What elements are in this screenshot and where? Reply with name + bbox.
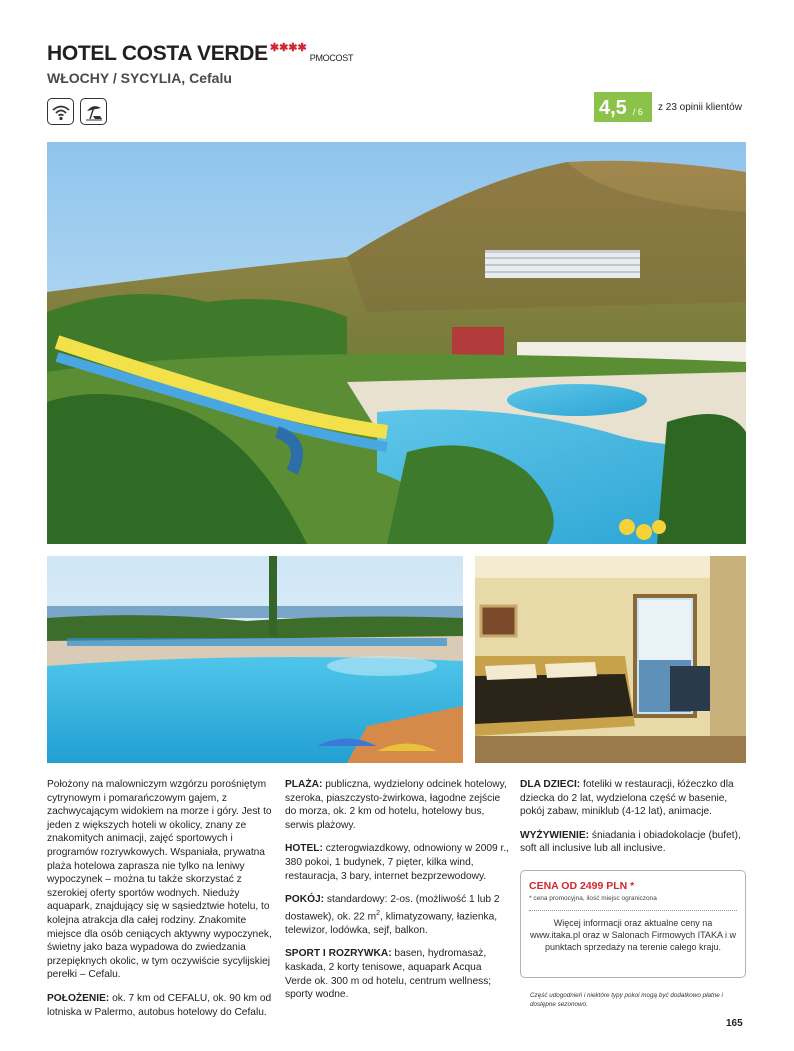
hotel-paragraph [285, 842, 510, 883]
location-text: ok. 7 km od CEFALU, ok. 90 km od lotniska w Palermo, autobus hotelowy do Cefalu. [47, 992, 272, 1018]
kids-paragraph [520, 778, 746, 819]
rating-badge [594, 92, 652, 122]
main-photo-resort [47, 142, 746, 544]
hotel-intro: Położony na malowniczym wzgórzu porośniętym cytrynowym i pomarańczowym gajem, z zachwycającym widokiem na morze i góry. Jest to jeden z większych hoteli w okolicy, znany ze znakomitych animacji, zajęć sportowych i programów rozrywkowych. Wspaniała, prywatna plaża hotelowa zaprasza nie tylko na leniwy wypoczynek – można tu także skorzystać z szerokiej oferty sportów wodnych. Nieduży aquapark, znajdujący się w sąsiedztwie hotelu, to kolejna atrakcja dla całej rodziny. Znakomite miejsce dla osób ceniących aktywny wypoczynek, świetny jako baza wypadowa do zwiedzania przepięknych okolic, w tym oczywiście sycylijskiej perełki – Cefalu. [47, 779, 272, 981]
beach-umbrella-icon [80, 98, 107, 125]
location-region: WŁOCHY / SYCYLIA, [47, 70, 186, 86]
description-column-3 [520, 778, 746, 866]
hotel-location [47, 70, 232, 86]
rooms-label: POKÓJ: [285, 894, 325, 906]
rooms-text-1: standardowy: 2-os. (możliwość 1 lub 2 dostawek), ok. 22 m [285, 894, 500, 923]
kids-label: DLA DZIECI: [520, 779, 581, 790]
rating-score: 4,5 [599, 97, 627, 119]
location-city: Cefalu [185, 70, 232, 86]
beach-text: publiczna, wydzielony odcinek hotelowy, szeroka, piaszczysto-żwirkowa, łagodne zejście do morza, ok. 2 km od hotelu, hotelowy bus, serwis plażowy. [285, 779, 507, 831]
price-note: * cena promocyjna, ilość miejsc ograniczona [529, 895, 657, 902]
beach-label: PLAŻA: [285, 779, 323, 790]
sport-text: basen, hydromasaż, kaskada, 2 korty tenisowe, aquapark Acqua Verde ok. 300 m od hotelu, centrum wellness; sporty wodne. [285, 948, 492, 1001]
hotel-title [47, 41, 353, 66]
rooms-sup: 2 [376, 909, 381, 917]
price-info: Więcej informacji oraz aktualne ceny na www.itaka.pl oraz w Salonach Firmowych ITAKA i w punktach sprzedaży na terenie całego kraju. [530, 918, 736, 952]
photo-pool [47, 556, 463, 763]
rating-reviews: z 23 opinii klientów [658, 101, 742, 113]
price-label: CENA OD 2499 PLN * [529, 880, 635, 892]
food-text: śniadania i obiadokolacje (bufet), soft all inclusive lub all inclusive. [520, 829, 741, 855]
description-column-1 [47, 778, 273, 1029]
price-divider [529, 910, 737, 911]
location-paragraph [47, 992, 273, 1019]
beach-paragraph [285, 778, 510, 832]
price-box [520, 870, 746, 978]
rating-scale: / 6 [632, 107, 643, 117]
hotel-name: HOTEL COSTA VERDE [47, 42, 268, 65]
kids-text: foteliki w restauracji, łóżeczko dla dziecka do 2 lat, wydzielona część w basenie, pokój zabaw, miniklub (4-12 lat), animacje. [520, 779, 734, 818]
hotel-code: PMOCOST [309, 53, 354, 63]
photo-room [475, 556, 746, 763]
facility-icons [47, 98, 107, 125]
location-label: POŁOŻENIE: [47, 992, 110, 1004]
page-number: 165 [726, 1018, 743, 1029]
sport-label: SPORT I ROZRYWKA: [285, 948, 392, 960]
star-rating: ✱✱✱✱ [269, 42, 307, 54]
sport-paragraph [285, 947, 510, 1001]
food-label: WYŻYWIENIE: [520, 829, 590, 841]
hotel-label: HOTEL: [285, 843, 323, 855]
rooms-text-2: , klimatyzowany, łazienka, telewizor, lodówka, sejf, balkon. [285, 911, 498, 936]
wifi-icon [47, 98, 74, 125]
hotel-text: czterogwiazdkowy, odnowiony w 2009 r., 380 pokoi, 1 budynek, 7 pięter, kilka wind, restauracja, 3 bary, internet bezprzewodowy. [285, 843, 510, 882]
food-paragraph [520, 829, 746, 856]
footnote: Część udogodnień i niektóre typy pokoi mogą być dodatkowo płatne i dostępne sezonowo. [530, 992, 723, 1008]
description-column-2 [285, 778, 510, 1012]
customer-rating [594, 92, 742, 122]
rooms-paragraph [285, 893, 510, 937]
